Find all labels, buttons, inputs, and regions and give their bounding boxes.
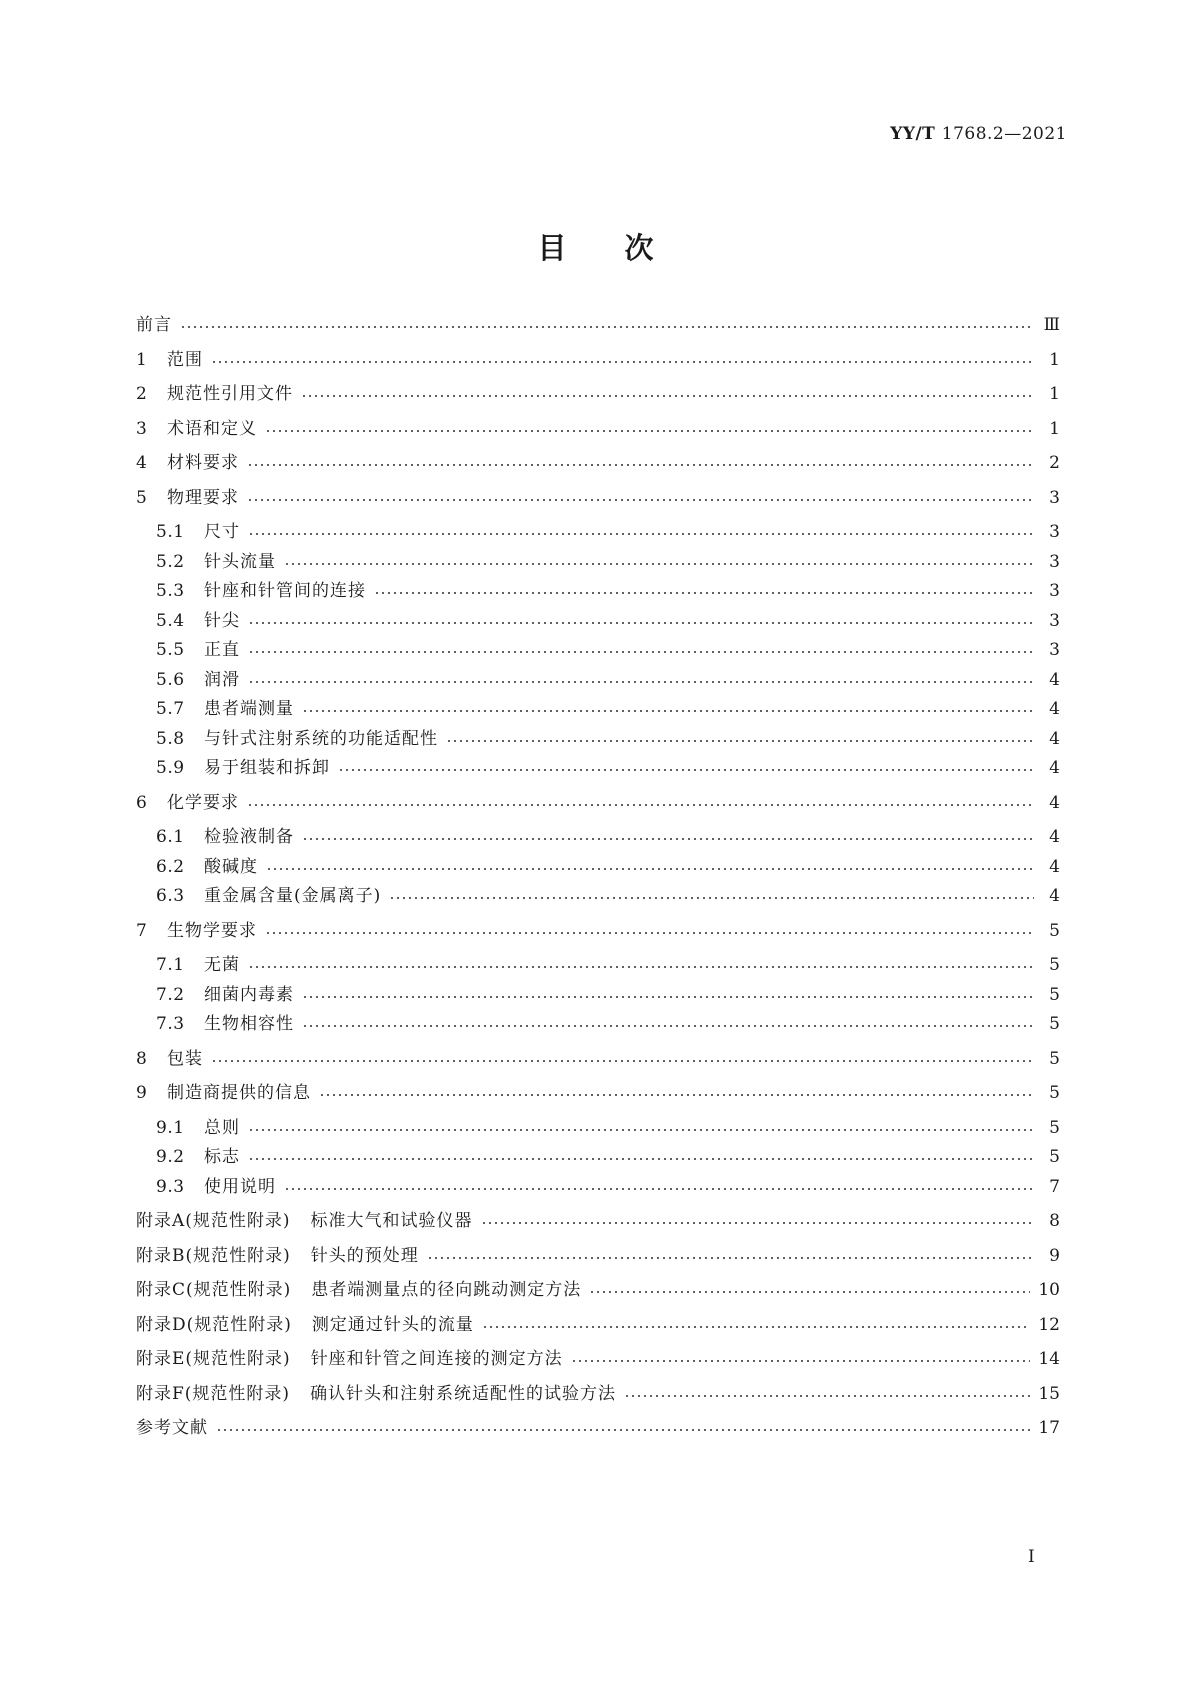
toc-entry[interactable] (156, 577, 1060, 605)
toc-entry-label (156, 1173, 276, 1201)
toc-entry-text: 针头流量 (204, 551, 276, 572)
toc-entry-text: 针尖 (204, 610, 240, 631)
toc-entry[interactable] (136, 1242, 1060, 1270)
toc-entry[interactable] (156, 951, 1060, 979)
toc-entry-label (136, 380, 293, 408)
document-code-prefix: YY/T (890, 124, 936, 144)
page-folio: I (1028, 1547, 1035, 1567)
toc-entry-page: 5 (1049, 1014, 1060, 1034)
toc-entry-number: 6.2 (156, 856, 185, 877)
document-code-number: 1768.2—2021 (941, 124, 1067, 144)
toc-entry-label (156, 695, 294, 723)
toc-entry-number: 7.1 (156, 955, 185, 975)
toc-entry-number: 9.2 (156, 1147, 185, 1167)
toc-dot-leader (374, 592, 1034, 594)
toc-entry[interactable] (156, 1173, 1060, 1201)
toc-entry-page: 4 (1049, 886, 1060, 906)
toc-entry-number: 5.5 (156, 640, 185, 660)
toc-entry[interactable] (136, 449, 1060, 477)
toc-entry-page: 7 (1049, 1176, 1060, 1197)
toc-entry-text: 检验液制备 (204, 827, 294, 847)
toc-entry-text: 材料要求 (167, 453, 239, 473)
toc-entry-number: 2 (136, 384, 148, 404)
toc-entry[interactable] (156, 695, 1060, 723)
toc-entry-page: 4 (1049, 792, 1060, 813)
toc-entry[interactable] (156, 853, 1060, 881)
toc-entry-text: 针座和针管之间连接的测定方法 (310, 1349, 563, 1369)
toc-entry-text: 规范性引用文件 (167, 384, 293, 404)
toc-entry-number: 附录A(规范性附录) (136, 1211, 291, 1231)
toc-entry-label (136, 1207, 473, 1235)
toc-entry[interactable] (156, 1010, 1060, 1038)
toc-entry-text: 无菌 (204, 955, 240, 975)
toc-dot-leader (248, 651, 1034, 653)
toc-entry-label (156, 666, 240, 694)
toc-entry-label (156, 882, 381, 910)
toc-entry-label (136, 449, 239, 477)
toc-entry-page: 1 (1049, 384, 1060, 404)
toc-entry-text: 针座和针管间的连接 (204, 581, 366, 601)
toc-entry-label (156, 1010, 294, 1038)
toc-entry-page: 5 (1049, 1117, 1060, 1138)
toc-dot-leader (248, 533, 1034, 535)
toc-entry-label (156, 1143, 240, 1171)
toc-entry-page: 5 (1049, 984, 1060, 1005)
toc-dot-leader (211, 361, 1034, 363)
toc-entry-text: 物理要求 (167, 487, 239, 508)
toc-entry-number: 附录E(规范性附录) (136, 1349, 291, 1369)
toc-dot-leader (284, 563, 1034, 565)
toc-entry[interactable] (136, 1045, 1060, 1073)
toc-dot-leader (446, 740, 1034, 742)
toc-entry-text: 标准大气和试验仪器 (310, 1211, 473, 1231)
toc-dot-leader (247, 804, 1034, 806)
toc-entry-page: 17 (1038, 1418, 1060, 1438)
toc-entry[interactable] (156, 981, 1060, 1009)
toc-dot-leader (211, 1060, 1034, 1062)
toc-entry-label (156, 823, 294, 851)
toc-entry[interactable] (156, 636, 1060, 664)
toc-entry-page: 3 (1049, 551, 1060, 572)
toc-entry-number: 5.6 (156, 669, 185, 690)
toc-dot-leader (248, 966, 1034, 968)
toc-entry-text: 总则 (204, 1117, 240, 1138)
toc-dot-leader (624, 1395, 1030, 1397)
toc-entry-page: 3 (1049, 522, 1060, 542)
toc-entry[interactable] (156, 725, 1060, 753)
toc-entry[interactable] (156, 666, 1060, 694)
toc-entry-text: 正直 (204, 640, 240, 660)
toc-entry-label (156, 754, 330, 782)
toc-entry-page: 5 (1049, 1083, 1060, 1103)
toc-entry-page: 3 (1049, 640, 1060, 660)
toc-entry-text: 测定通过针头的流量 (311, 1314, 474, 1335)
toc-entry[interactable] (136, 380, 1060, 408)
toc-entry-number: 5.3 (156, 581, 185, 601)
toc-entry-page: 3 (1049, 610, 1060, 631)
toc-entry-number: 1 (136, 349, 148, 370)
toc-entry-number: 附录B(规范性附录) (136, 1245, 291, 1266)
toc-entry-number: 5.2 (156, 551, 185, 572)
toc-entry-label (136, 917, 257, 945)
toc-dot-leader (481, 1222, 1034, 1224)
toc-dot-leader (266, 868, 1034, 870)
toc-entry-text: 化学要求 (167, 792, 239, 813)
toc-entry-number: 附录C(规范性附录) (136, 1280, 292, 1300)
toc-entry-page: 12 (1038, 1314, 1060, 1335)
toc-entry[interactable] (136, 346, 1060, 374)
toc-entry-text: 重金属含量(金属离子) (204, 886, 382, 906)
toc-entry[interactable] (156, 1114, 1060, 1142)
toc-entry-text: 标志 (204, 1147, 240, 1167)
toc-entry-page: 3 (1049, 581, 1060, 601)
toc-entry-number: 5.7 (156, 699, 185, 719)
toc-dot-leader (216, 1429, 1030, 1431)
toc-dot-leader (338, 769, 1034, 771)
toc-entry-number: 7.2 (156, 984, 185, 1005)
toc-entry[interactable] (136, 1311, 1060, 1339)
toc-entry-text: 确认针头和注射系统适配性的试验方法 (310, 1383, 617, 1404)
toc-entry-text: 易于组装和拆卸 (204, 758, 330, 778)
toc-entry-label (156, 518, 240, 546)
toc-entry-page: 2 (1049, 453, 1060, 473)
toc-entry-number: 9 (136, 1083, 148, 1103)
page-title: 目 次 (537, 231, 654, 265)
toc-dot-leader (265, 430, 1034, 432)
toc-entry-text: 参考文献 (136, 1418, 208, 1438)
toc-entry-label (136, 1380, 616, 1408)
toc-dot-leader (248, 622, 1034, 624)
toc-entry[interactable] (156, 882, 1060, 910)
toc-dot-leader (301, 395, 1034, 397)
toc-entry[interactable] (136, 789, 1060, 817)
toc-entry[interactable] (156, 607, 1060, 635)
toc-entry[interactable] (136, 1414, 1060, 1442)
toc-dot-leader (247, 499, 1034, 501)
toc-entry-label (156, 981, 294, 1009)
toc-entry-text: 使用说明 (204, 1176, 276, 1197)
toc-entry-page: 4 (1049, 699, 1060, 719)
toc-entry-label (136, 415, 257, 443)
toc-entry-page: 4 (1049, 728, 1060, 749)
toc-entry-label (156, 548, 276, 576)
toc-dot-leader (571, 1360, 1031, 1362)
toc-dot-leader (302, 838, 1034, 840)
toc-entry-page: 4 (1049, 669, 1060, 690)
toc-entry-number: 5 (136, 487, 148, 508)
toc-dot-leader (284, 1188, 1034, 1190)
toc-entry-page: 1 (1049, 418, 1060, 439)
toc-entry-text: 制造商提供的信息 (167, 1083, 311, 1103)
toc-entry-page: 4 (1049, 827, 1060, 847)
toc-entry-text: 生物学要求 (167, 920, 257, 941)
toc-entry[interactable] (156, 548, 1060, 576)
toc-entry-label (136, 789, 239, 817)
toc-entry-text: 润滑 (204, 669, 240, 690)
toc-entry-label (156, 607, 240, 635)
toc-entry[interactable] (136, 1345, 1060, 1373)
toc-entry-label (136, 1345, 563, 1373)
toc-entry-text: 前言 (136, 315, 172, 335)
toc-entry-number: 附录D(规范性附录) (136, 1314, 292, 1335)
toc-entry-page: 5 (1049, 1048, 1060, 1069)
toc-entry-page: 15 (1038, 1383, 1060, 1404)
toc-entry[interactable] (136, 415, 1060, 443)
toc-entry-number: 6.1 (156, 827, 185, 847)
toc-entry-page: 5 (1049, 955, 1060, 975)
toc-entry-label (136, 1242, 419, 1270)
toc-entry-number: 6 (136, 792, 148, 813)
toc-entry[interactable] (136, 1380, 1060, 1408)
toc-entry-number: 3 (136, 418, 148, 439)
toc-entry[interactable] (136, 484, 1060, 512)
toc-dot-leader (265, 932, 1034, 934)
toc-entry-number: 5.4 (156, 610, 185, 631)
toc-entry-page: Ⅲ (1043, 315, 1060, 335)
toc-entry-label (156, 636, 240, 664)
toc-dot-leader (302, 710, 1034, 712)
toc-entry-number: 5.8 (156, 728, 185, 749)
toc-entry-number: 6.3 (156, 886, 185, 906)
toc-entry[interactable] (156, 518, 1060, 546)
toc-dot-leader (389, 897, 1034, 899)
toc-entry[interactable] (136, 1079, 1060, 1107)
toc-entry-text: 酸碱度 (204, 856, 258, 877)
toc-entry-number: 9.1 (156, 1117, 185, 1138)
toc-dot-leader (589, 1291, 1030, 1293)
toc-entry[interactable] (136, 311, 1060, 339)
toc-dot-leader (248, 681, 1034, 683)
toc-entry-number: 7.3 (156, 1014, 185, 1034)
toc-entry-number: 5.9 (156, 758, 185, 778)
toc-entry-label (136, 484, 239, 512)
toc-entry-label (136, 1414, 208, 1442)
toc-entry-label (156, 577, 366, 605)
toc-entry-label (136, 346, 203, 374)
toc-entry[interactable] (136, 917, 1060, 945)
toc-entry-label (136, 1079, 311, 1107)
toc-dot-leader (247, 464, 1034, 466)
toc-entry-page: 8 (1049, 1211, 1060, 1231)
toc-entry-text: 范围 (167, 349, 203, 370)
toc-entry-label (156, 853, 258, 881)
toc-entry-page: 4 (1049, 758, 1060, 778)
toc-entry[interactable] (156, 823, 1060, 851)
toc-dot-leader (427, 1257, 1034, 1259)
toc-dot-leader (319, 1094, 1034, 1096)
toc-entry-number: 8 (136, 1048, 148, 1069)
toc-entry-page: 14 (1038, 1349, 1060, 1369)
toc-entry-page: 4 (1049, 856, 1060, 877)
toc-entry-text: 生物相容性 (204, 1014, 294, 1034)
toc-entry-page: 9 (1049, 1245, 1060, 1266)
toc-entry-number: 附录F(规范性附录) (136, 1383, 291, 1404)
toc-entry[interactable] (136, 1207, 1060, 1235)
toc-entry[interactable] (156, 754, 1060, 782)
toc-entry-text: 尺寸 (204, 522, 240, 542)
toc-entry-number: 9.3 (156, 1176, 185, 1197)
toc-entry-label (136, 1045, 203, 1073)
toc-entry-page: 3 (1049, 487, 1060, 508)
toc-entry[interactable] (156, 1143, 1060, 1171)
toc-entry-number: 5.1 (156, 522, 185, 542)
toc-dot-leader (302, 996, 1034, 998)
toc-dot-leader (302, 1025, 1034, 1027)
toc-entry-text: 针头的预处理 (310, 1245, 419, 1266)
toc-dot-leader (248, 1158, 1034, 1160)
toc-entry-page: 1 (1049, 349, 1060, 370)
toc-entry-text: 患者端测量点的径向跳动测定方法 (311, 1280, 582, 1300)
toc-entry-text: 包装 (167, 1048, 203, 1069)
document-code (890, 124, 1067, 144)
toc-entry-text: 与针式注射系统的功能适配性 (204, 728, 438, 749)
toc-entry-number: 4 (136, 453, 148, 473)
toc-entry-label (136, 1311, 474, 1339)
toc-entry-label (156, 725, 438, 753)
toc-entry-label (136, 1276, 581, 1304)
toc-entry-text: 术语和定义 (167, 418, 257, 439)
toc-entry-label (156, 951, 240, 979)
toc-dot-leader (482, 1326, 1030, 1328)
toc-entry-text: 患者端测量 (204, 699, 294, 719)
toc-entry-page: 10 (1038, 1280, 1060, 1300)
toc-dot-leader (180, 326, 1034, 328)
toc-entry[interactable] (136, 1276, 1060, 1304)
toc-entry-text: 细菌内毒素 (204, 984, 294, 1005)
toc-entry-label (156, 1114, 240, 1142)
toc-entry-number: 7 (136, 920, 148, 941)
toc-entry-page: 5 (1049, 920, 1060, 941)
toc-entry-label (136, 311, 172, 339)
toc-entry-page: 5 (1049, 1147, 1060, 1167)
toc-dot-leader (248, 1129, 1034, 1131)
